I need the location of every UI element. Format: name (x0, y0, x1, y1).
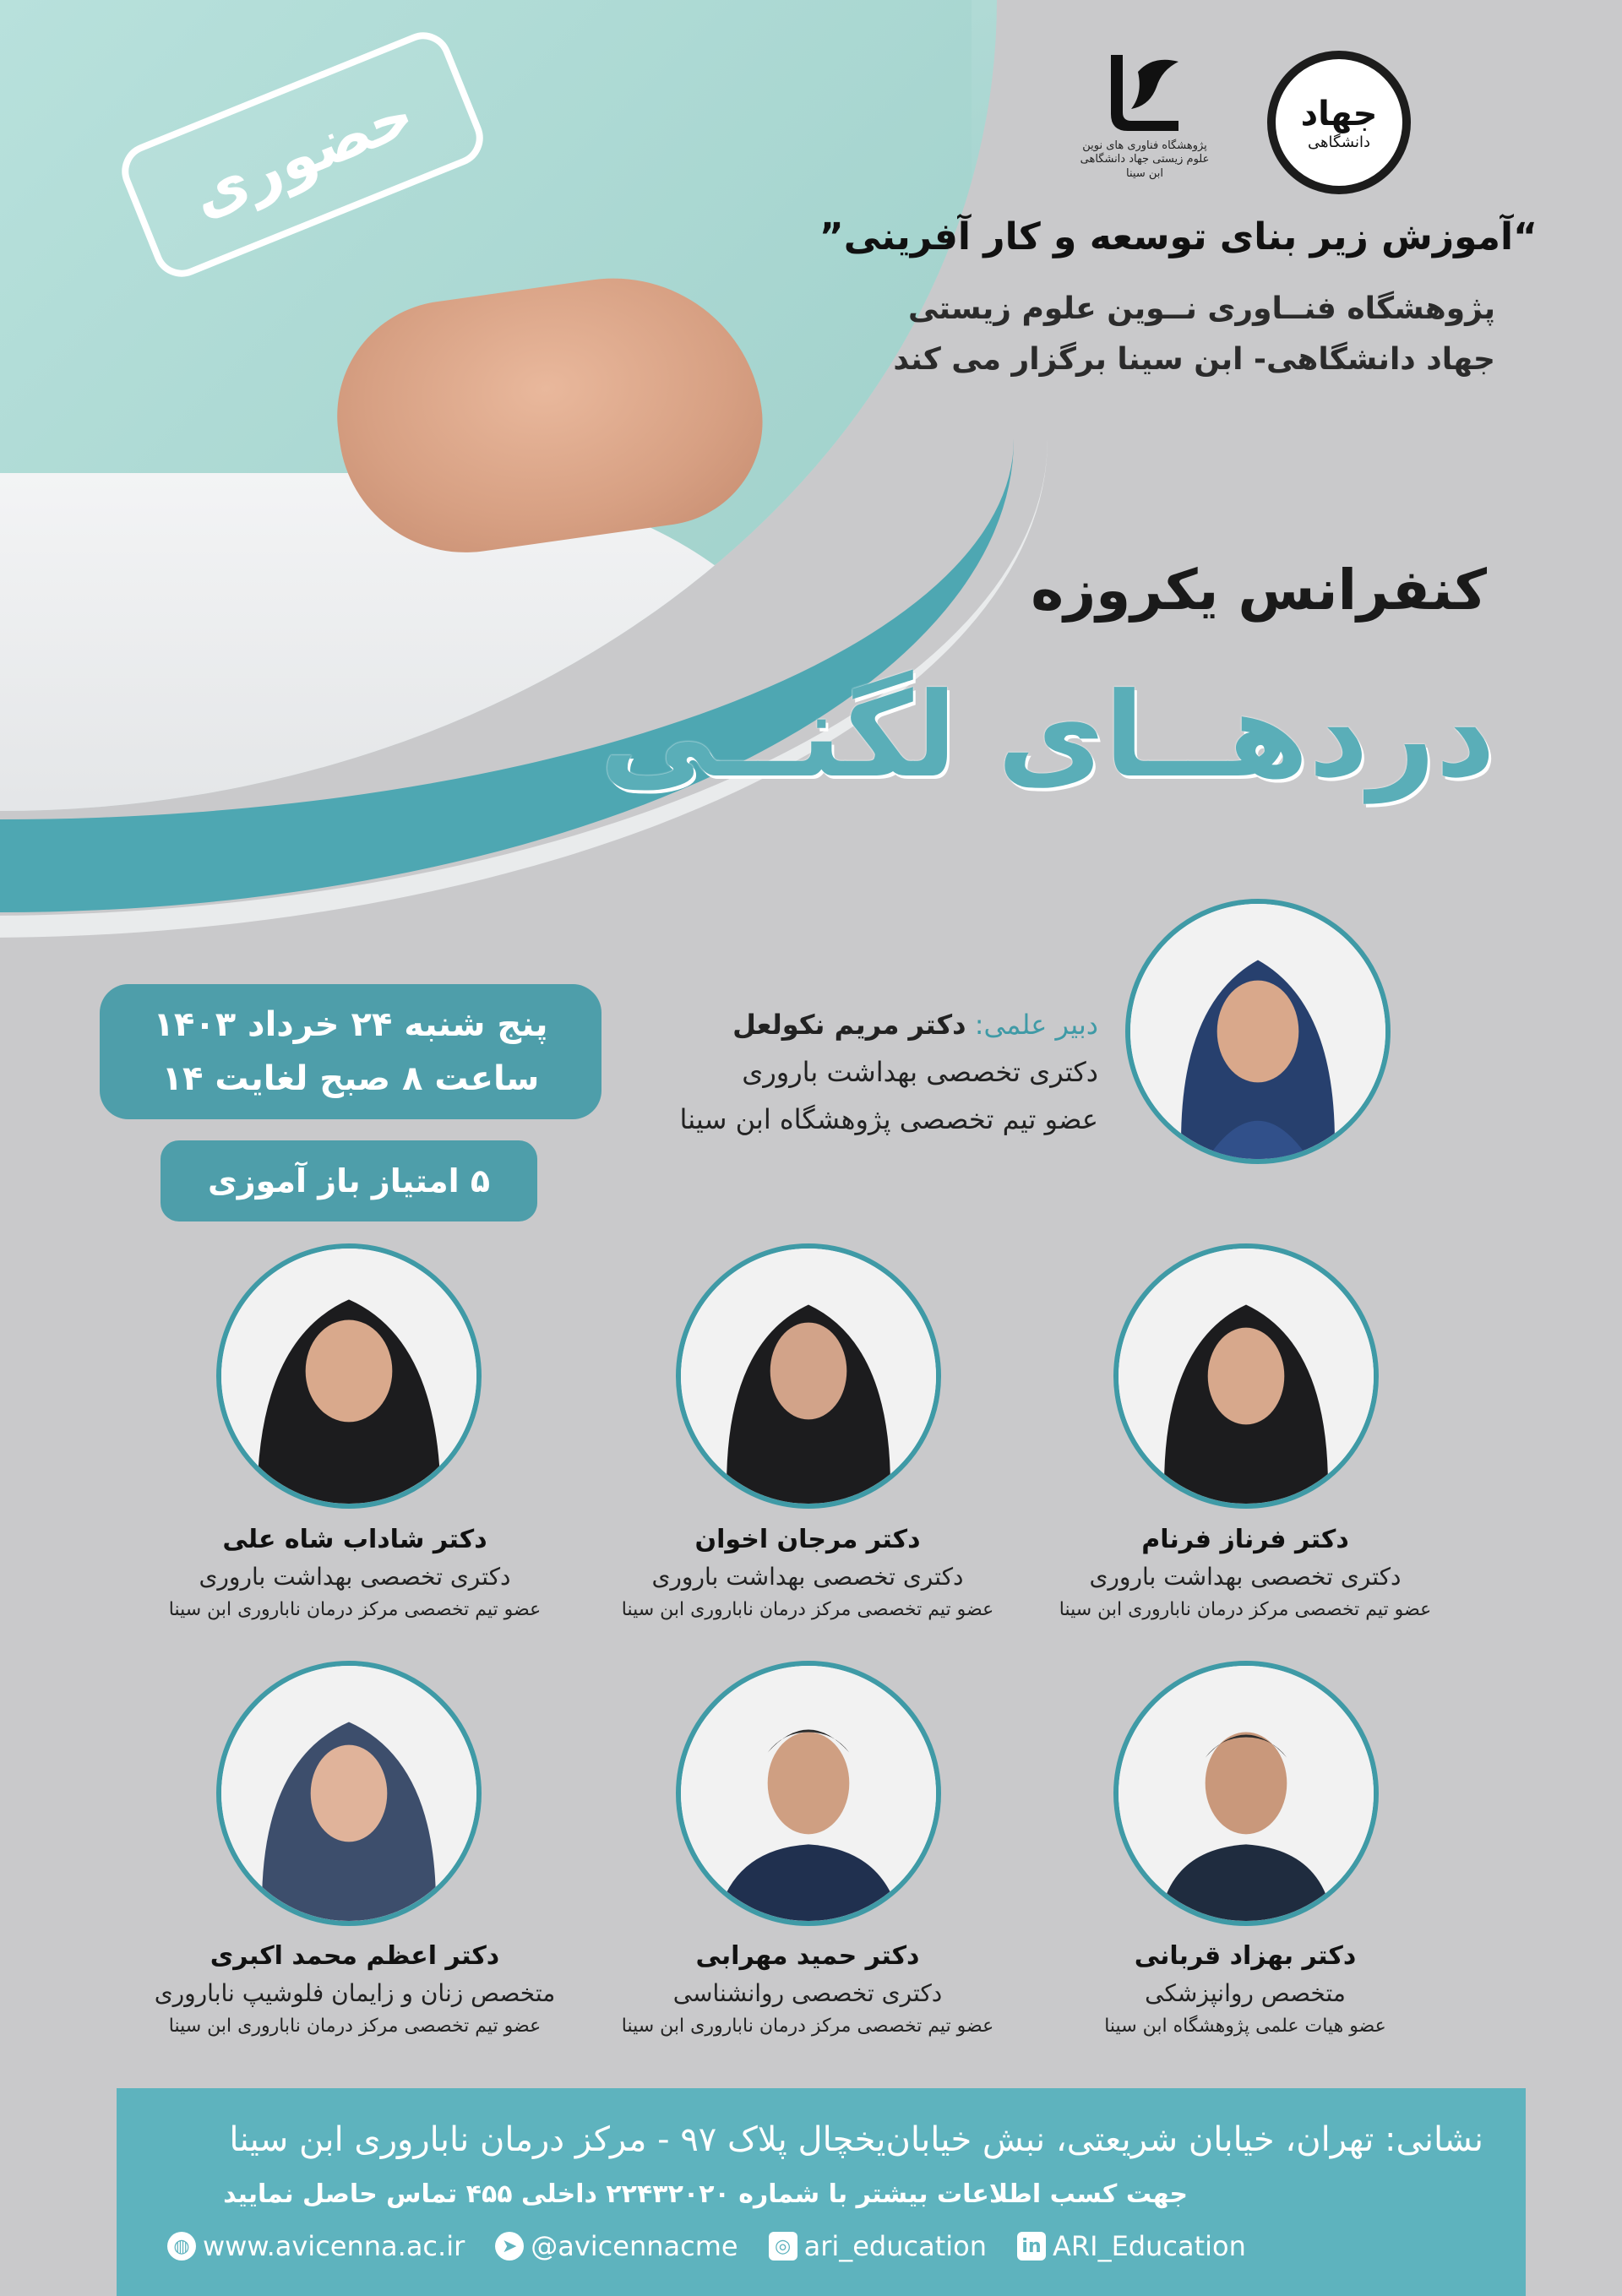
telegram-text: @avicennacme (531, 2230, 738, 2262)
ari-logo-caption-1: پژوهشگاه فناوری های نوین (1082, 139, 1207, 152)
social-links (167, 2230, 1246, 2262)
linkedin-link[interactable] (1017, 2230, 1246, 2262)
jahad-logo-text: جهاد (1300, 94, 1378, 133)
speaker-affiliation: عضو تیم تخصصی مرکز درمان ناباروری ابن سینا (621, 2016, 994, 2037)
jahad-logo (1267, 51, 1411, 194)
speaker-name: دکتر فرناز فرنام (1141, 1525, 1349, 1554)
speaker-name: دکتر بهزاد قربانی (1134, 1941, 1357, 1971)
in-person-badge: حضوری (113, 24, 492, 286)
speaker-title: متخصص زنان و زایمان فلوشیپ ناباروری (154, 1979, 556, 2007)
conference-title: دردهــای لگنــی (600, 667, 1495, 803)
event-time: ساعت ۸ صبح لغایت ۱۴ (161, 1059, 540, 1098)
conference-subtitle: کنفرانس یکروزه (1031, 558, 1487, 623)
speaker-info-5 (571, 1941, 1044, 2037)
speaker-info-2 (571, 1525, 1044, 1620)
person-icon (221, 1666, 476, 1921)
slogan: “آموزش زیر بنای توسعه و کار آفرینی” (819, 215, 1538, 258)
speaker-photo-5 (676, 1661, 941, 1926)
organizer-line-1: پژوهشگاه فنــاوری نــوین علوم زیستی (907, 291, 1495, 326)
person-icon (1119, 1249, 1374, 1504)
secretary-info (680, 1001, 1098, 1143)
speaker-title: متخصص روانپزشکی (1145, 1979, 1346, 2007)
speaker-title: دکتری تخصصی روانشناسی (672, 1979, 943, 2007)
person-icon (681, 1666, 936, 1921)
speaker-photo-4 (1113, 1661, 1379, 1926)
secretary-name: دکتر مریم نکولعل (732, 1009, 966, 1041)
speaker-name: دکتر اعظم محمد اکبری (210, 1941, 500, 1971)
contact-info: جهت کسب اطلاعات بیشتر با شماره ۲۲۴۳۲۰۲۰ داخلی ۴۵۵ تماس حاصل نمایید (223, 2179, 1188, 2209)
instagram-link[interactable] (769, 2230, 987, 2262)
person-icon (681, 1249, 936, 1504)
speaker-photo-3 (216, 1243, 482, 1509)
speaker-affiliation: عضو تیم تخصصی مرکز درمان ناباروری ابن سینا (621, 1599, 994, 1620)
secretary-affiliation: عضو تیم تخصصی پژوهشگاه ابن سینا (679, 1103, 1098, 1135)
jahad-logo-subtext: دانشگاهی (1308, 133, 1371, 151)
speaker-info-3 (118, 1525, 591, 1620)
person-icon (1130, 904, 1385, 1159)
speaker-affiliation: عضو تیم تخصصی مرکز درمان ناباروری ابن سینا (168, 1599, 542, 1620)
website-text: www.avicenna.ac.ir (203, 2230, 465, 2262)
speaker-title: دکتری تخصصی بهداشت باروری (651, 1563, 964, 1591)
speaker-info-6 (118, 1941, 591, 2037)
telegram-link[interactable] (495, 2230, 738, 2262)
speaker-name: دکتر مرجان اخوان (694, 1525, 921, 1554)
event-date: پنج شنبه ۲۴ خرداد ۱۴۰۳ (153, 1005, 548, 1044)
speaker-info-1 (1009, 1525, 1482, 1620)
person-icon (1119, 1666, 1374, 1921)
ari-logo-caption-2: علوم زیستی جهاد دانشگاهی (1080, 153, 1210, 166)
date-box (100, 984, 601, 1119)
speaker-photo-2 (676, 1243, 941, 1509)
credits-box: ۵ امتیاز باز آموزی (161, 1140, 537, 1221)
globe-icon: ◍ (167, 2232, 196, 2261)
speaker-title: دکتری تخصصی بهداشت باروری (1089, 1563, 1402, 1591)
speaker-title: دکتری تخصصی بهداشت باروری (199, 1563, 511, 1591)
secretary-title: دکتری تخصصی بهداشت باروری (742, 1056, 1098, 1088)
secretary-photo (1125, 899, 1391, 1164)
instagram-text: ari_education (803, 2230, 988, 2262)
person-icon (221, 1249, 476, 1504)
speaker-info-4 (1009, 1941, 1482, 2037)
speaker-affiliation: عضو هیات علمی پژوهشگاه ابن سینا (1104, 2016, 1386, 2037)
ari-logo (1073, 46, 1216, 190)
organizer-line-2: جهاد دانشگاهی- ابن سینا برگزار می کند (893, 342, 1495, 377)
footer (117, 2088, 1526, 2296)
speaker-affiliation: عضو تیم تخصصی مرکز درمان ناباروری ابن سینا (168, 2016, 542, 2037)
speaker-photo-1 (1113, 1243, 1379, 1509)
telegram-icon: ➤ (495, 2232, 524, 2261)
website-link[interactable] (167, 2230, 465, 2262)
speaker-name: دکتر شاداب شاه علی (222, 1525, 487, 1554)
linkedin-text: ARI_Education (1053, 2230, 1246, 2262)
instagram-icon: ◎ (769, 2232, 797, 2261)
secretary-label: دبیر علمی: (974, 1009, 1098, 1041)
ari-logo-caption-3: ابن سینا (1126, 166, 1163, 180)
speaker-name: دکتر حمید مهرابی (695, 1941, 920, 1971)
speaker-photo-6 (216, 1661, 482, 1926)
linkedin-icon: in (1017, 2232, 1046, 2261)
speaker-affiliation: عضو تیم تخصصی مرکز درمان ناباروری ابن سینا (1059, 1599, 1432, 1620)
ari-logo-icon (1094, 46, 1195, 139)
address: نشانی: تهران، خیابان شریعتی، نبش خیابان‌یخچال پلاک ۹۷ - مرکز درمان ناباروری ابن سینا (229, 2120, 1483, 2159)
